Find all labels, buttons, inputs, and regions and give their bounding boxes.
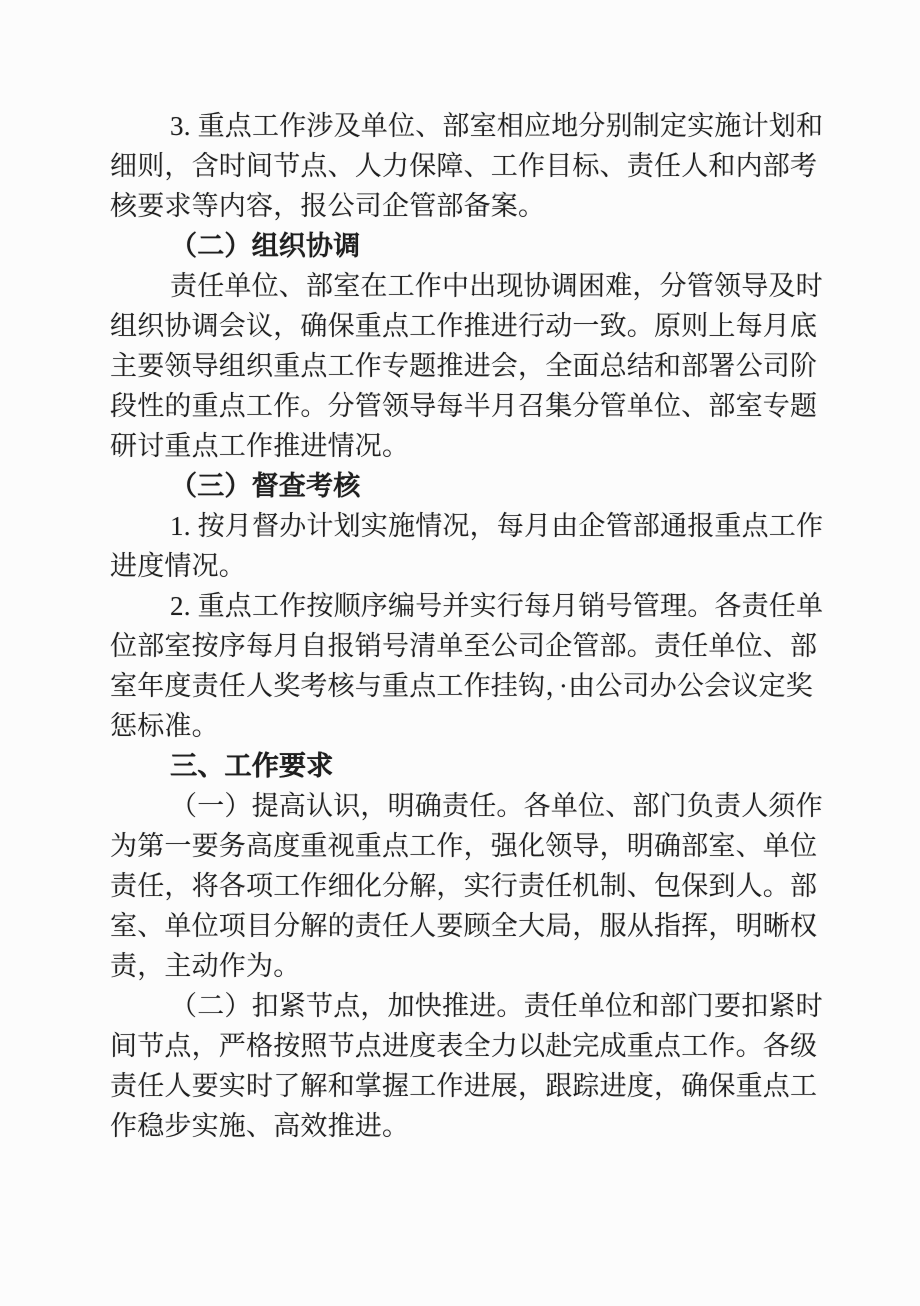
document-body bbox=[110, 106, 826, 1146]
text-line: 室年度责任人奖考核与重点工作挂钩，·由公司办公会议定奖 bbox=[110, 671, 813, 701]
text-line: 组织协调会议，确保重点工作推进行动一致。原则上每月底 bbox=[110, 311, 818, 341]
text-line: 3. 重点工作涉及单位、部室相应地分别制定实施计划和 bbox=[170, 111, 824, 141]
text-line: 惩标准。 bbox=[110, 711, 219, 741]
text-line: 责任，将各项工作细化分解，实行责任机制、包保到人。部 bbox=[110, 871, 818, 901]
text-line: 细则，含时间节点、人力保障、工作目标、责任人和内部考 bbox=[110, 151, 818, 181]
text-line: 段性的重点工作。分管领导每半月召集分管单位、部室专题 bbox=[110, 391, 818, 421]
sub-heading: （二）组织协调 bbox=[170, 231, 361, 261]
text-line: 核要求等内容，报公司企管部备案。 bbox=[110, 191, 546, 221]
sub-heading: （三）督查考核 bbox=[170, 471, 361, 501]
text-line: 室、单位项目分解的责任人要顾全大局，服从指挥，明晰权 bbox=[110, 911, 818, 941]
text-line: 位部室按序每月自报销号清单至公司企管部。责任单位、部 bbox=[110, 631, 818, 661]
text-line: （二）扣紧节点，加快推进。责任单位和部门要扣紧时 bbox=[170, 991, 823, 1021]
text-line: 作稳步实施、高效推进。 bbox=[110, 1111, 410, 1141]
text-line: 责，主动作为。 bbox=[110, 951, 301, 981]
text-line: 1. 按月督办计划实施情况，每月由企管部通报重点工作 bbox=[170, 511, 824, 541]
text-line: 为第一要务高度重视重点工作，强化领导，明确部室、单位 bbox=[110, 831, 818, 861]
text-line: 责任人要实时了解和掌握工作进展，跟踪进度，确保重点工 bbox=[110, 1071, 818, 1101]
text-line: （一）提高认识，明确责任。各单位、部门负责人须作 bbox=[170, 791, 823, 821]
text-line: 主要领导组织重点工作专题推进会，全面总结和部署公司阶 bbox=[110, 351, 818, 381]
text-line: 研讨重点工作推进情况。 bbox=[110, 431, 410, 461]
text-line: 进度情况。 bbox=[110, 551, 246, 581]
text-line: 2. 重点工作按顺序编号并实行每月销号管理。各责任单 bbox=[170, 591, 824, 621]
text-line: 责任单位、部室在工作中出现协调困难，分管领导及时 bbox=[170, 271, 823, 301]
section-heading: 三、工作要求 bbox=[170, 751, 334, 781]
text-line: 间节点，严格按照节点进度表全力以赴完成重点工作。各级 bbox=[110, 1031, 818, 1061]
